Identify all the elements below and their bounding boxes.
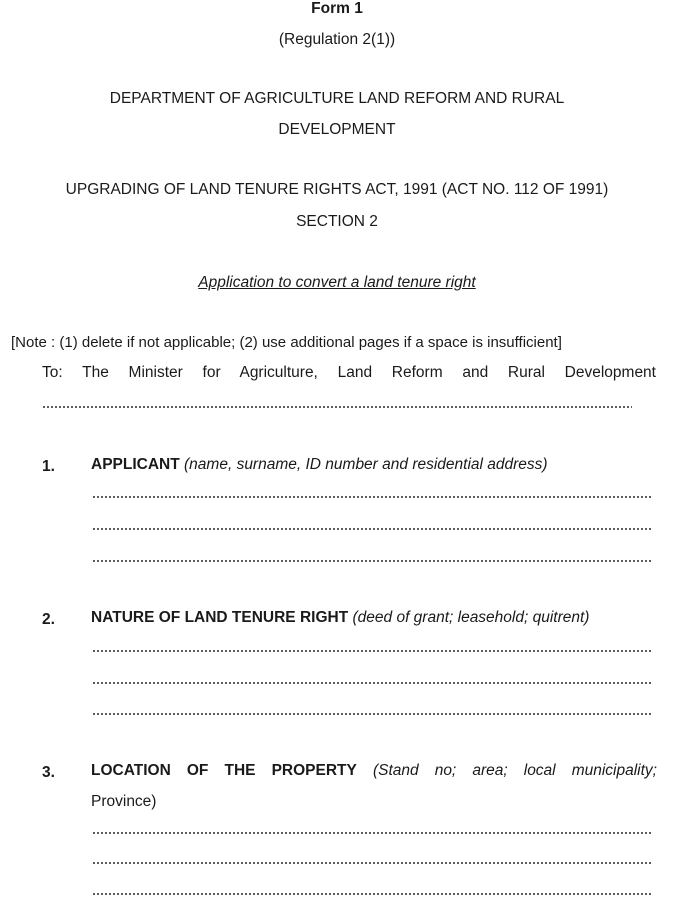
note-text: [Note : (1) delete if not applicable; (2) use additional pages if a space is insufficient] bbox=[11, 334, 562, 351]
location-fill-line-3[interactable] bbox=[92, 893, 652, 895]
section-heading bbox=[91, 609, 589, 627]
section-heading-label: NATURE OF LAND TENURE RIGHT bbox=[91, 609, 349, 626]
applicant-fill-line-3[interactable] bbox=[92, 560, 652, 562]
section-heading bbox=[91, 456, 548, 474]
section-heading-detail: (deed of grant; leasehold; quitrent) bbox=[352, 609, 590, 626]
applicant-fill-line-1[interactable] bbox=[92, 496, 652, 498]
tenure-fill-line-3[interactable] bbox=[92, 713, 652, 715]
application-title: Application to convert a land tenure right bbox=[198, 274, 476, 291]
section-heading-label: APPLICANT bbox=[91, 456, 180, 473]
department-line-2: DEVELOPMENT bbox=[278, 121, 396, 138]
section-heading-label: LOCATION OF THE PROPERTY bbox=[91, 762, 357, 779]
section-number: 3. bbox=[42, 764, 55, 781]
section-number: 2. bbox=[42, 611, 55, 628]
applicant-fill-line-2[interactable] bbox=[92, 528, 652, 530]
section-number: 1. bbox=[42, 458, 55, 475]
tenure-fill-line-2[interactable] bbox=[92, 682, 652, 684]
section-heading-detail-continued: Province) bbox=[91, 793, 157, 810]
section-heading-detail: (name, surname, ID number and residential address) bbox=[184, 456, 548, 473]
addressee-fill-line[interactable] bbox=[42, 406, 632, 408]
section-heading bbox=[91, 762, 657, 780]
act-section: SECTION 2 bbox=[296, 213, 378, 230]
tenure-fill-line-1[interactable] bbox=[92, 650, 652, 652]
section-heading-detail: (Stand no; area; local municipality; bbox=[372, 762, 657, 779]
addressee-line: To: The Minister for Agriculture, Land Reform and Rural Development bbox=[42, 364, 656, 381]
location-fill-line-1[interactable] bbox=[92, 832, 652, 834]
act-title: UPGRADING OF LAND TENURE RIGHTS ACT, 1991 (ACT NO. 112 OF 1991) bbox=[65, 181, 609, 198]
location-fill-line-2[interactable] bbox=[92, 862, 652, 864]
regulation-reference: (Regulation 2(1)) bbox=[278, 31, 396, 48]
department-line-1: DEPARTMENT OF AGRICULTURE LAND REFORM AND RURAL bbox=[109, 90, 565, 107]
form-title: Form 1 bbox=[311, 0, 363, 17]
